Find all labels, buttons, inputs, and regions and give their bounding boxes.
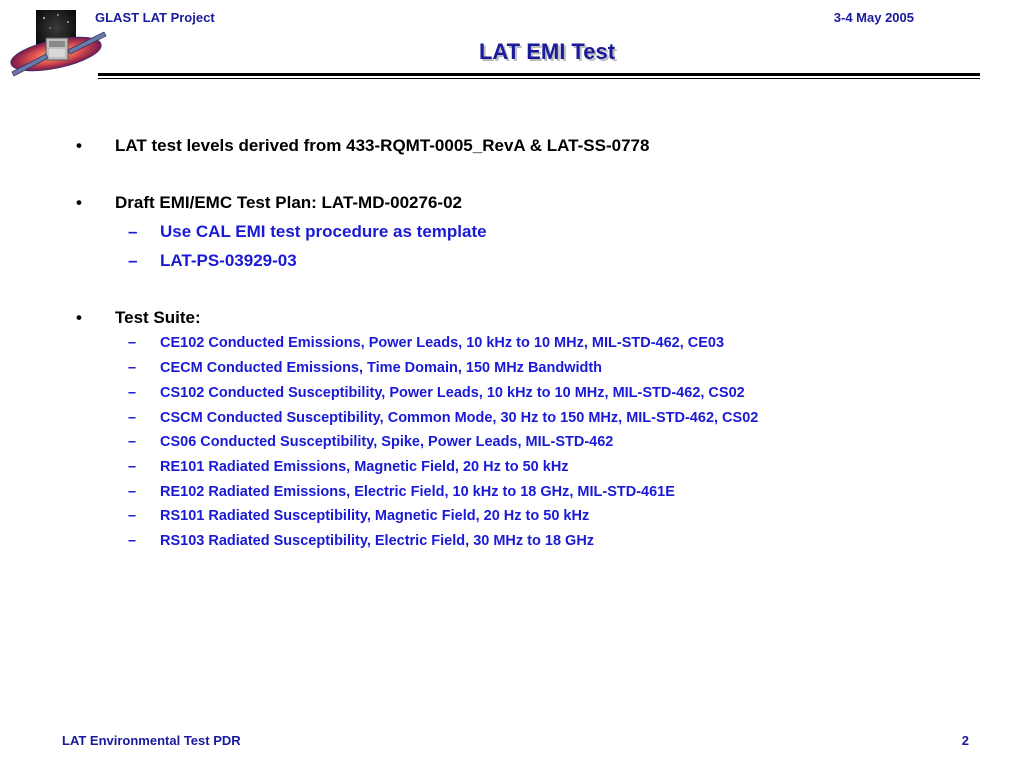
plan-item-text: LAT-PS-03929-03	[160, 251, 297, 270]
dash-mark: –	[128, 335, 137, 351]
bullet-test-plan	[76, 193, 462, 213]
suite-item-text: RE102 Radiated Emissions, Electric Field, 10 kHz to 18 GHz, MIL-STD-461E	[160, 484, 675, 500]
suite-item	[128, 508, 589, 524]
dash-mark: –	[128, 459, 137, 475]
dash-mark: –	[128, 410, 137, 426]
project-name: GLAST LAT Project	[95, 10, 215, 25]
suite-item	[128, 434, 613, 450]
dash-mark: –	[128, 533, 137, 549]
suite-item-text: CS102 Conducted Susceptibility, Power Leads, 10 kHz to 10 MHz, MIL-STD-462, CS02	[160, 385, 745, 401]
dash-mark: –	[128, 484, 137, 500]
suite-item	[128, 410, 758, 426]
suite-item-text: RS103 Radiated Susceptibility, Electric Field, 30 MHz to 18 GHz	[160, 533, 595, 549]
suite-item	[128, 360, 602, 376]
suite-item-text: CS06 Conducted Susceptibility, Spike, Power Leads, MIL-STD-462	[160, 434, 614, 450]
dash-mark: –	[128, 251, 138, 270]
suite-item	[128, 459, 569, 475]
bullet-mark: •	[76, 193, 82, 212]
suite-item	[128, 533, 594, 549]
page-number: 2	[961, 733, 969, 748]
suite-item-text: CE102 Conducted Emissions, Power Leads, 10 kHz to 10 MHz, MIL-STD-462, CE03	[160, 335, 725, 351]
footer-presentation-name: LAT Environmental Test PDR	[62, 733, 241, 748]
bullet-test-suite	[76, 308, 201, 328]
plan-item	[128, 251, 297, 271]
dash-mark: –	[128, 434, 137, 450]
dash-mark: –	[128, 360, 137, 376]
dash-mark: –	[128, 222, 138, 241]
suite-item-text: CSCM Conducted Susceptibility, Common Mode, 30 Hz to 150 MHz, MIL-STD-462, CS02	[160, 410, 759, 426]
suite-item	[128, 335, 724, 351]
plan-item	[128, 222, 487, 242]
bullet-text: Test Suite:	[115, 308, 201, 327]
bullet-text: Draft EMI/EMC Test Plan: LAT-MD-00276-02	[115, 193, 462, 212]
suite-item-text: RE101 Radiated Emissions, Magnetic Field, 20 Hz to 50 kHz	[160, 459, 569, 475]
bullet-mark: •	[76, 136, 82, 155]
plan-item-text: Use CAL EMI test procedure as template	[160, 222, 487, 241]
bullet-test-levels	[76, 136, 649, 156]
suite-item	[128, 385, 745, 401]
bullet-mark: •	[76, 308, 82, 327]
slide-title: LAT EMI Test	[478, 39, 616, 64]
bullet-text: LAT test levels derived from 433-RQMT-0005_RevA & LAT-SS-0778	[115, 136, 650, 155]
suite-item-text: CECM Conducted Emissions, Time Domain, 150 MHz Bandwidth	[160, 360, 603, 376]
dash-mark: –	[128, 508, 137, 524]
suite-item-text: RS101 Radiated Susceptibility, Magnetic Field, 20 Hz to 50 kHz	[160, 508, 590, 524]
presentation-date: 3-4 May 2005	[833, 10, 914, 25]
dash-mark: –	[128, 385, 137, 401]
suite-item	[128, 484, 675, 500]
